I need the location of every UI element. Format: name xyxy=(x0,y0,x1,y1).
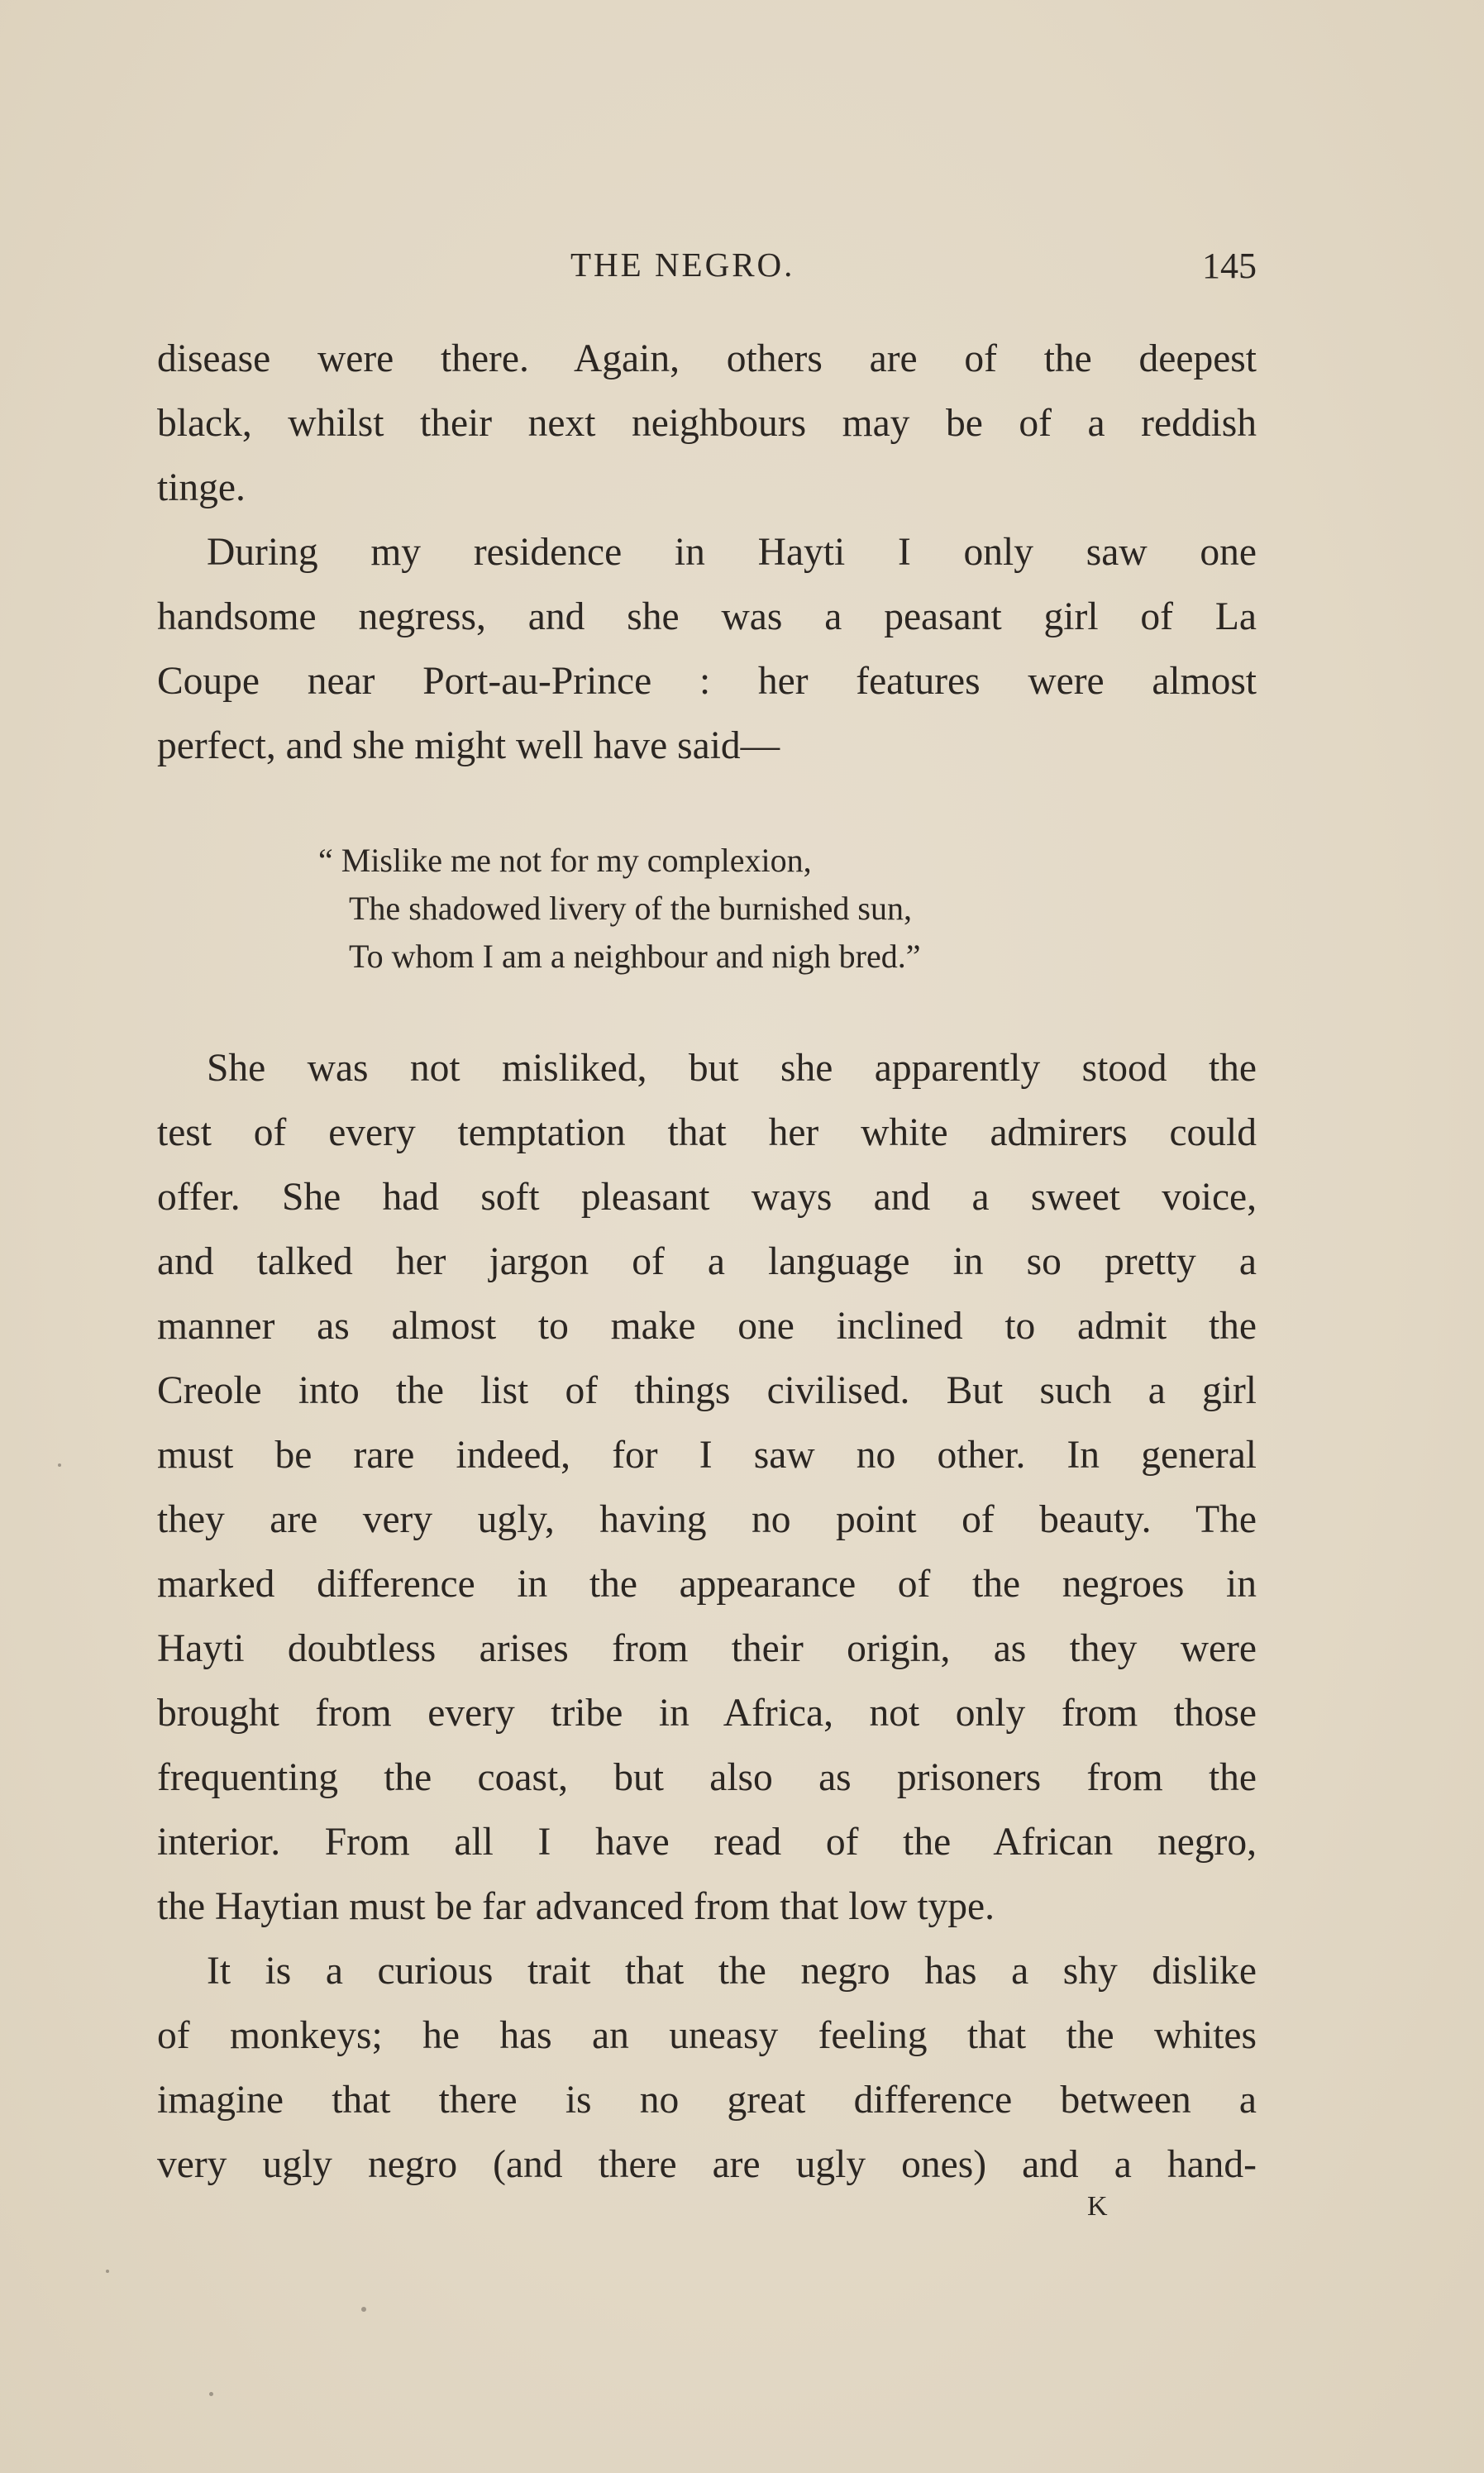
page-number: 145 xyxy=(1202,246,1257,286)
text-line: brought from every tribe in Africa, not only from those xyxy=(157,1692,1257,1735)
text-line: manner as almost to make one inclined to admit the xyxy=(157,1305,1257,1348)
text-line: frequenting the coast, but also as prisoners from the xyxy=(157,1756,1257,1799)
text-line: disease were there. Again, others are of the deepest xyxy=(157,337,1257,380)
text-line: It is a curious trait that the negro has a shy dislike xyxy=(207,1950,1257,1993)
paper-speck xyxy=(58,1463,61,1467)
verse-line: “ Mislike me not for my complexion, xyxy=(318,842,812,879)
verse-line: To whom I am a neighbour and nigh bred.” xyxy=(349,938,921,975)
text-line: Coupe near Port-au-Prince : her features were almost xyxy=(157,660,1257,703)
text-line: During my residence in Hayti I only saw one xyxy=(207,531,1257,574)
paragraph-block-bottom xyxy=(157,1036,1257,2197)
text-line: perfect, and she might well have said— xyxy=(157,724,780,767)
text-line: they are very ugly, having no point of beauty. The xyxy=(157,1498,1257,1541)
verse-quotation xyxy=(318,837,1062,981)
text-line: black, whilst their next neighbours may be of a reddish xyxy=(157,402,1257,445)
text-line: the Haytian must be far advanced from that low type. xyxy=(157,1885,995,1928)
text-line: offer. She had soft pleasant ways and a sweet voice, xyxy=(157,1176,1257,1219)
text-line: Creole into the list of things civilised. But such a girl xyxy=(157,1369,1257,1412)
text-line: test of every temptation that her white admirers could xyxy=(157,1111,1257,1154)
text-line: handsome negress, and she was a peasant girl of La xyxy=(157,595,1257,638)
text-line: tinge. xyxy=(157,466,246,509)
text-line: and talked her jargon of a language in so pretty a xyxy=(157,1240,1257,1283)
text-line: She was not misliked, but she apparently stood the xyxy=(207,1047,1257,1090)
signature-mark: K xyxy=(1087,2191,1109,2222)
text-line: of monkeys; he has an uneasy feeling that the whites xyxy=(157,2014,1257,2057)
paper-speck xyxy=(106,2270,109,2273)
text-line: very ugly negro (and there are ugly ones) and a hand- xyxy=(157,2143,1257,2186)
paper-speck xyxy=(209,2392,213,2396)
paper-speck xyxy=(361,2307,366,2312)
text-line: interior. From all I have read of the African negro, xyxy=(157,1821,1257,1864)
text-line: Hayti doubtless arises from their origin, as they were xyxy=(157,1627,1257,1670)
paragraph-block-top xyxy=(157,327,1257,778)
text-line: imagine that there is no great difference between a xyxy=(157,2079,1257,2122)
text-line: must be rare indeed, for I saw no other. In general xyxy=(157,1434,1257,1477)
text-line: marked difference in the appearance of the negroes in xyxy=(157,1563,1257,1606)
running-head-title: THE NEGRO. xyxy=(570,246,795,284)
verse-line: The shadowed livery of the burnished sun, xyxy=(349,890,912,927)
running-head xyxy=(157,245,1257,294)
